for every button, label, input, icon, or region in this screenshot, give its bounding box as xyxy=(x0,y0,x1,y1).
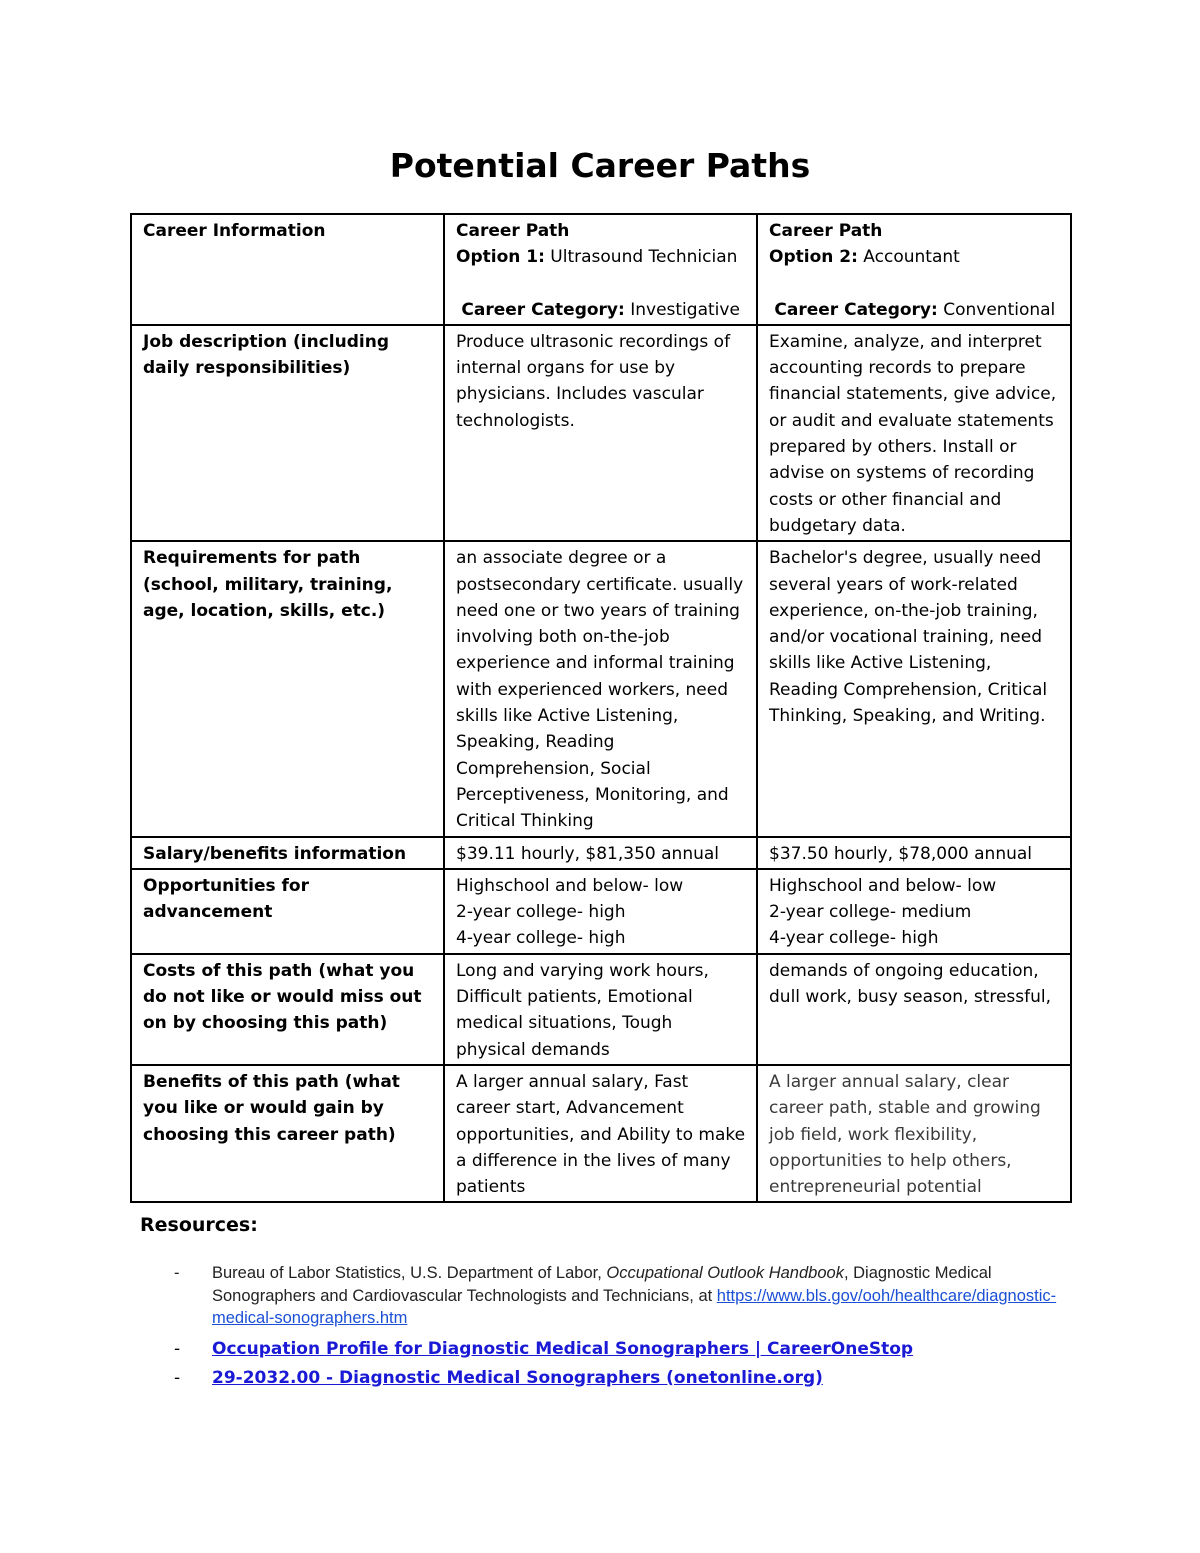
table-row xyxy=(131,325,1071,541)
cell-option-2: demands of ongoing education, dull work, busy season, stressful, xyxy=(757,954,1071,1065)
table-header-row xyxy=(131,214,1071,325)
option-2-category-label: Career Category: xyxy=(774,299,938,320)
table-row xyxy=(131,541,1071,836)
option-2-label: Option 2: xyxy=(769,247,858,268)
table-row xyxy=(131,1065,1071,1202)
bls-link[interactable]: https://www.bls.gov/ooh/healthcare/diagnostic-medical-sonographers.htm xyxy=(212,1286,1057,1327)
table-row xyxy=(131,869,1071,954)
row-label-advancement: Opportunities for advancement xyxy=(131,869,444,954)
list-bullet: - xyxy=(174,1264,180,1282)
row-label-requirements: Requirements for path (school, military, training, age, location, skills, etc.) xyxy=(131,541,444,836)
careeronestop-link[interactable]: Occupation Profile for Diagnostic Medical Sonographers | CareerOneStop xyxy=(212,1338,914,1359)
option-2-category-value: Conventional xyxy=(937,299,1056,320)
header-career-information: Career Information xyxy=(131,214,444,325)
option-1-heading: Career Path xyxy=(456,221,570,241)
table-row xyxy=(131,837,1071,869)
resource-bls-suffix: , Diagnostic Medical Sonographers and Cardiovascular Technologists and Technicians, at xyxy=(212,1264,992,1305)
option-2-value: Accountant xyxy=(857,247,960,268)
resource-item-onetonline xyxy=(140,1366,1060,1390)
cell-option-1: Long and varying work hours, Difficult patients, Emotional medical situations, Tough physical demands xyxy=(444,954,757,1065)
option-1-label: Option 1: xyxy=(456,247,545,268)
list-bullet: - xyxy=(174,1367,181,1388)
option-1-category-label: Career Category: xyxy=(461,299,625,320)
resource-bls-prefix: Bureau of Labor Statistics, U.S. Department of Labor, xyxy=(212,1264,607,1282)
cell-option-2: A larger annual salary, clear career path, stable and growing job field, work flexibility, opportunities to help others, entrepreneurial potential xyxy=(757,1065,1071,1202)
row-label-benefits: Benefits of this path (what you like or would gain by choosing this career path) xyxy=(131,1065,444,1202)
option-1-value: Ultrasound Technician xyxy=(544,247,738,268)
row-label-costs: Costs of this path (what you do not like or would miss out on by choosing this path) xyxy=(131,954,444,1065)
header-option-2 xyxy=(757,214,1071,325)
cell-option-1: Produce ultrasonic recordings of internal organs for use by physicians. Includes vascular technologists. xyxy=(444,325,757,541)
list-bullet: - xyxy=(174,1338,181,1359)
table-row xyxy=(131,954,1071,1065)
page-title: Potential Career Paths xyxy=(389,146,811,185)
row-label-job-description: Job description (including daily responsibilities) xyxy=(131,325,444,541)
resources-heading: Resources: xyxy=(140,1214,258,1236)
cell-option-2: $37.50 hourly, $78,000 annual xyxy=(757,837,1071,869)
header-option-1 xyxy=(444,214,757,325)
cell-option-2: Bachelor's degree, usually need several years of work-related experience, on-the-job training, and/or vocational training, need skills like Active Listening, Reading Comprehension, Critical Thinking, Speaking, and Writing. xyxy=(757,541,1071,836)
onetonline-link[interactable]: 29-2032.00 - Diagnostic Medical Sonographers (onetonline.org) xyxy=(212,1367,823,1388)
cell-option-2: Examine, analyze, and interpret accounting records to prepare financial statements, give advice, or audit and evaluate statements prepared by others. Install or advise on systems of recording costs or other financial and budgetary data. xyxy=(757,325,1071,541)
cell-option-1: Highschool and below- low 2-year college- high 4-year college- high xyxy=(444,869,757,954)
cell-option-1: an associate degree or a postsecondary certificate. usually need one or two years of training involving both on-the-job experience and informal training with experienced workers, need skills like Active Listening, Speaking, Reading Comprehension, Social Perceptiveness, Monitoring, and Critical Thinking xyxy=(444,541,757,836)
cell-option-1: $39.11 hourly, $81,350 annual xyxy=(444,837,757,869)
resources-list xyxy=(140,1262,1060,1390)
resource-bls-italic: Occupational Outlook Handbook xyxy=(606,1264,844,1282)
option-1-category-value: Investigative xyxy=(624,299,740,320)
resource-item-bls xyxy=(140,1262,1060,1330)
resource-item-careeronestop xyxy=(140,1337,1060,1361)
career-comparison-table xyxy=(130,213,1072,1203)
option-2-heading: Career Path xyxy=(769,221,883,241)
row-label-salary: Salary/benefits information xyxy=(131,837,444,869)
cell-option-2: Highschool and below- low 2-year college- medium 4-year college- high xyxy=(757,869,1071,954)
cell-option-1: A larger annual salary, Fast career start, Advancement opportunities, and Ability to make a difference in the lives of many patients xyxy=(444,1065,757,1202)
